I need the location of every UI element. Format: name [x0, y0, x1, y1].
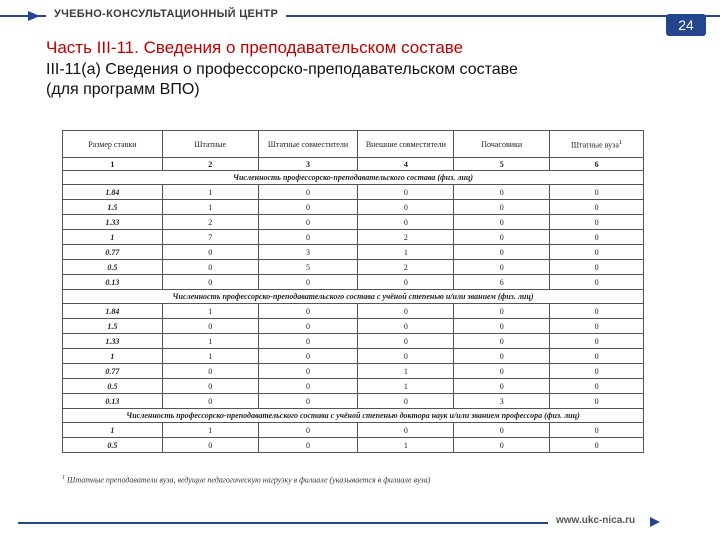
table-cell: 0: [550, 185, 644, 200]
table-cell: 0: [550, 438, 644, 453]
table-cell: 0: [258, 275, 358, 290]
footer-url: www.ukc-nica.ru: [556, 515, 636, 526]
table-cell: 0: [550, 379, 644, 394]
column-header: Размер ставки: [63, 131, 163, 158]
table-cell: 0.13: [63, 394, 163, 409]
table-cell: 0: [258, 394, 358, 409]
table-cell: 0: [454, 319, 550, 334]
section-row: [63, 171, 644, 185]
table-cell: 0: [550, 230, 644, 245]
footer-arrow-icon: [650, 517, 660, 527]
table-cell: 0: [258, 319, 358, 334]
table-cell: 1: [358, 245, 454, 260]
column-header: Штатные совместители: [258, 131, 358, 158]
table-cell: 0: [162, 438, 258, 453]
table-cell: 1: [358, 438, 454, 453]
table-cell: 0: [550, 245, 644, 260]
table-cell: 0: [454, 260, 550, 275]
table-cell: 0: [550, 319, 644, 334]
table-cell: 0: [258, 334, 358, 349]
table-cell: 3: [258, 158, 358, 171]
section-row: [63, 409, 644, 423]
table-cell: 0: [258, 349, 358, 364]
section-title: Численность профессорско-преподавательского состава (физ. лиц): [63, 171, 644, 185]
table-row: [63, 349, 644, 364]
org-name: УЧЕБНО-КОНСУЛЬТАЦИОННЫЙ ЦЕНТР: [46, 8, 286, 20]
table-cell: 1.84: [63, 304, 163, 319]
table-cell: 0.13: [63, 275, 163, 290]
table-cell: 0: [358, 319, 454, 334]
table-cell: 0: [358, 423, 454, 438]
column-header: Внешние совместители: [358, 131, 454, 158]
page-subtitle: [46, 60, 518, 100]
table-cell: 1: [162, 423, 258, 438]
table-cell: 0.5: [63, 379, 163, 394]
table-cell: 0: [162, 364, 258, 379]
table-cell: 0: [162, 260, 258, 275]
table-cell: 0: [550, 423, 644, 438]
table-row: [63, 230, 644, 245]
table-cell: 0: [454, 185, 550, 200]
table-cell: 0: [550, 394, 644, 409]
table-cell: 1: [162, 349, 258, 364]
table-cell: 0: [162, 319, 258, 334]
table-cell: 2: [162, 158, 258, 171]
table-cell: 6: [550, 158, 644, 171]
table-cell: 0.5: [63, 260, 163, 275]
table-cell: 1: [63, 158, 163, 171]
table-header-row: [63, 131, 644, 158]
table-cell: 4: [358, 158, 454, 171]
table-cell: 0: [358, 200, 454, 215]
table-cell: 0: [550, 349, 644, 364]
table-cell: 1: [358, 364, 454, 379]
column-number-row: [63, 158, 644, 171]
section-row: [63, 290, 644, 304]
table-cell: 0: [454, 215, 550, 230]
table-row: [63, 379, 644, 394]
table-cell: 1: [63, 230, 163, 245]
table-cell: 1.5: [63, 319, 163, 334]
table-row: [63, 275, 644, 290]
table-cell: 0: [258, 230, 358, 245]
section-title: Численность профессорско-преподавательского состава с учёной степенью и/или званием (физ. лиц): [63, 290, 644, 304]
table-cell: 2: [358, 260, 454, 275]
table-cell: 1: [162, 334, 258, 349]
table-row: [63, 260, 644, 275]
table-cell: 0: [550, 260, 644, 275]
table-cell: 0: [550, 304, 644, 319]
table-cell: 0: [454, 200, 550, 215]
table-cell: 0: [258, 364, 358, 379]
table-cell: 0: [358, 185, 454, 200]
table-cell: 0: [162, 245, 258, 260]
table-cell: 0: [258, 438, 358, 453]
subtitle-line-2: (для программ ВПО): [46, 81, 200, 98]
table-cell: 7: [162, 230, 258, 245]
table-cell: 0: [454, 349, 550, 364]
table-cell: 0: [454, 230, 550, 245]
table-cell: 5: [258, 260, 358, 275]
column-header: Штатные: [162, 131, 258, 158]
table-cell: 0: [258, 304, 358, 319]
table-row: [63, 185, 644, 200]
table-row: [63, 215, 644, 230]
column-header-label: Штатные вуза: [570, 140, 619, 150]
table-cell: 1: [63, 423, 163, 438]
staff-table: [62, 130, 644, 453]
table-cell: 0: [258, 215, 358, 230]
table-cell: 0.77: [63, 245, 163, 260]
table-cell: 0: [258, 379, 358, 394]
footnote-ref: 1: [618, 139, 623, 147]
table-cell: 0: [550, 200, 644, 215]
table-cell: 2: [162, 215, 258, 230]
table-cell: 0.5: [63, 438, 163, 453]
table-cell: 1.84: [63, 185, 163, 200]
table-cell: 0: [550, 215, 644, 230]
table-cell: 0: [454, 423, 550, 438]
table-cell: 0: [258, 200, 358, 215]
table-cell: 3: [258, 245, 358, 260]
table-cell: 0: [454, 364, 550, 379]
table-cell: 1: [63, 349, 163, 364]
subtitle-line-1: III-11(а) Сведения о профессорско-преподавательском составе: [46, 61, 518, 78]
table-cell: 1.5: [63, 200, 163, 215]
table-cell: 0: [258, 185, 358, 200]
table-cell: 0: [358, 275, 454, 290]
table-cell: 0: [162, 394, 258, 409]
table-cell: 1: [162, 185, 258, 200]
table-cell: 1: [162, 200, 258, 215]
table-cell: 0: [358, 334, 454, 349]
table-row: [63, 319, 644, 334]
table-row: [63, 200, 644, 215]
footer-rule: [18, 522, 548, 524]
table-cell: 1: [358, 379, 454, 394]
column-header: Почасовики: [454, 131, 550, 158]
table-row: [63, 423, 644, 438]
table-cell: 1.33: [63, 215, 163, 230]
table-cell: 1.33: [63, 334, 163, 349]
table-cell: 0: [358, 304, 454, 319]
table-cell: 0: [454, 334, 550, 349]
table-cell: 0: [358, 394, 454, 409]
table-cell: 0: [162, 275, 258, 290]
table-cell: 0.77: [63, 364, 163, 379]
table-row: [63, 304, 644, 319]
footnote-text: Штатные преподаватели вуза, ведущие педагогическую нагрузку в филиале (указывается в филиале вуза): [67, 475, 431, 485]
table-cell: 0: [358, 215, 454, 230]
header-arrow-icon: [28, 11, 40, 21]
table-cell: 0: [358, 349, 454, 364]
table-cell: 0: [454, 245, 550, 260]
table-cell: 0: [454, 379, 550, 394]
table-cell: 0: [162, 379, 258, 394]
column-header: [550, 131, 644, 158]
page-number: 24: [666, 14, 706, 36]
table-row: [63, 438, 644, 453]
table-cell: 0: [550, 364, 644, 379]
table-cell: 0: [550, 334, 644, 349]
footnote: [62, 475, 430, 485]
table-cell: 2: [358, 230, 454, 245]
table-cell: 3: [454, 394, 550, 409]
table-cell: 0: [454, 438, 550, 453]
table-row: [63, 394, 644, 409]
table-cell: 1: [162, 304, 258, 319]
table-row: [63, 245, 644, 260]
table-cell: 0: [550, 275, 644, 290]
page-title: Часть III-11. Сведения о преподавательском составе: [46, 38, 464, 57]
table-cell: 6: [454, 275, 550, 290]
table-cell: 0: [258, 423, 358, 438]
section-title: Численность профессорско-преподавательского состава с учёной степенью доктора наук и/или званием профессора (физ. лиц): [63, 409, 644, 423]
table-cell: 5: [454, 158, 550, 171]
table-row: [63, 364, 644, 379]
footnote-mark: 1: [62, 475, 65, 481]
table-cell: 0: [454, 304, 550, 319]
table-row: [63, 334, 644, 349]
